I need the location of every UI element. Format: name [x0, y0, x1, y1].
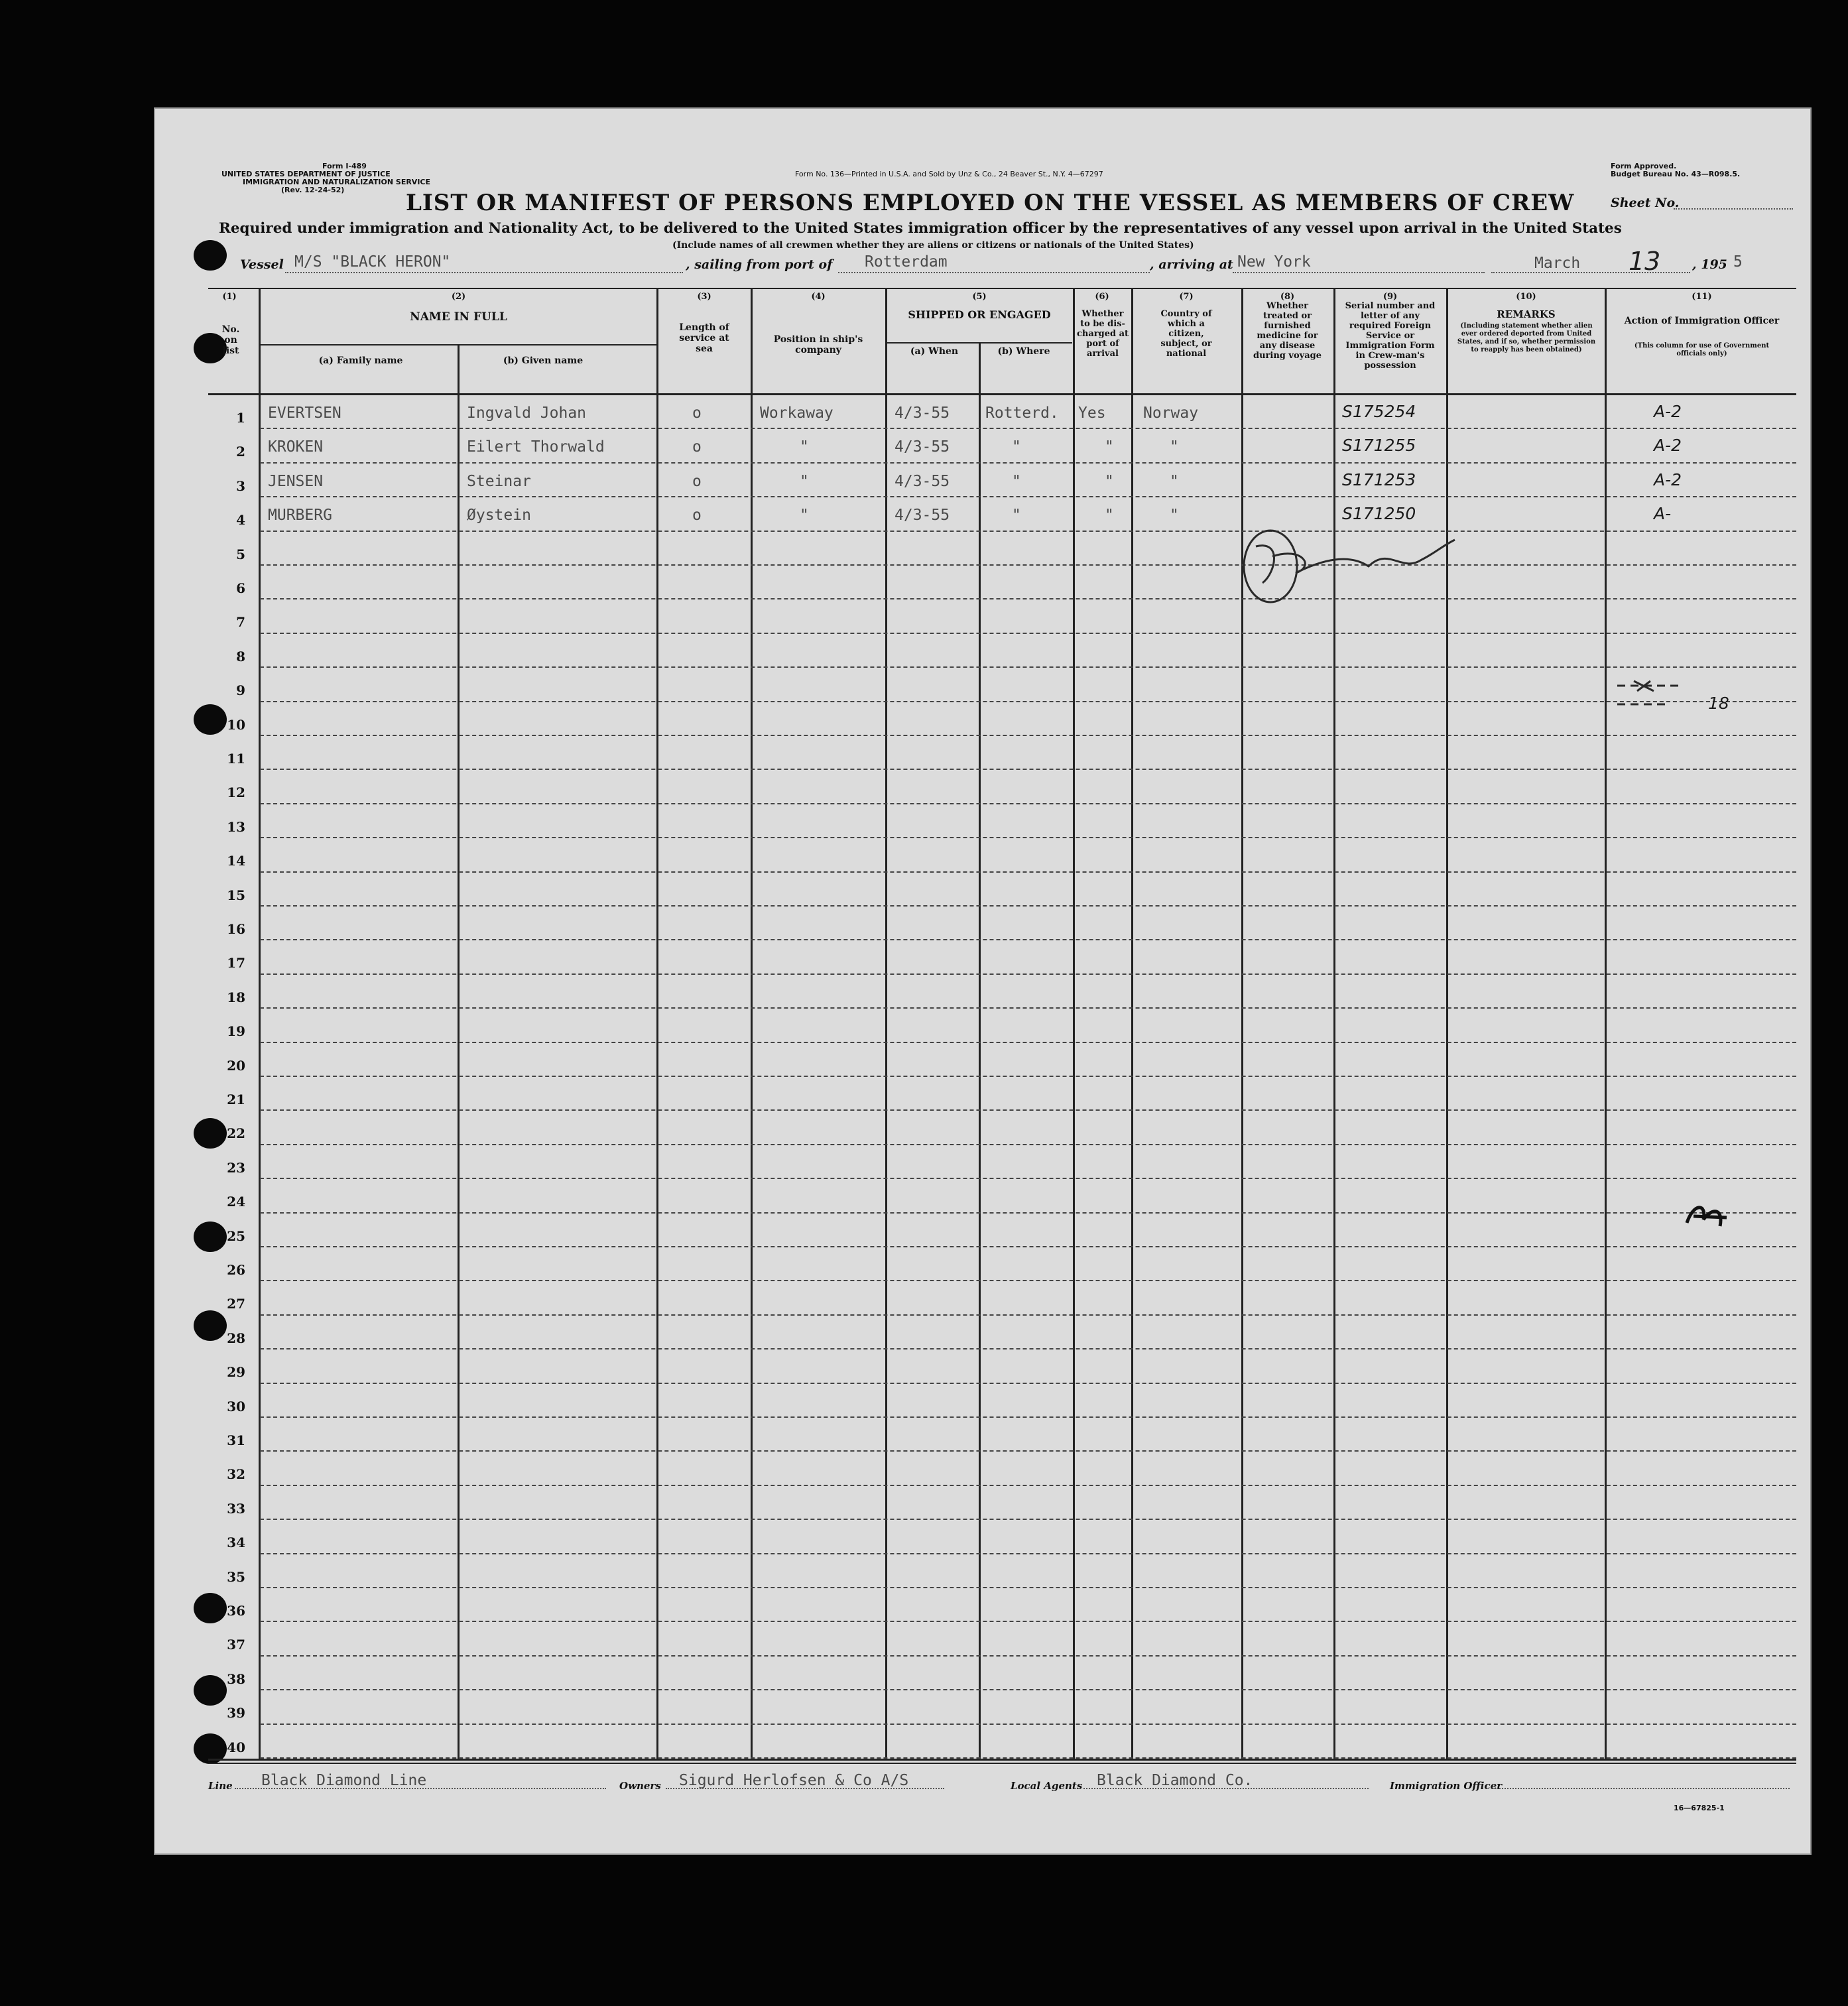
immigration-action-cell[interactable]: A- [1654, 504, 1672, 524]
col2-num: (2) [451, 292, 466, 302]
col-divider [1073, 288, 1075, 1761]
row-number: 19 [227, 1023, 245, 1040]
row-rule [260, 1587, 1796, 1588]
table-top-border [208, 288, 1796, 289]
col-divider [1446, 288, 1448, 1761]
col-divider [1241, 288, 1243, 1761]
row-rule [260, 1655, 1796, 1657]
row-number: 30 [227, 1398, 245, 1414]
serial-cell[interactable]: S171255 [1342, 436, 1416, 456]
col1-num: (1) [222, 292, 237, 302]
col5b-header: (b) Where [997, 346, 1050, 357]
shipped-when-cell[interactable]: 4/3-55 [894, 438, 950, 456]
port-from[interactable]: Rotterdam [865, 253, 948, 271]
given-name-cell[interactable]: Steinar [467, 472, 531, 490]
row-number: 18 [227, 989, 245, 1005]
col6-num: (6) [1095, 292, 1109, 302]
immigration-action-cell[interactable]: A-2 [1654, 436, 1682, 456]
row-rule [260, 633, 1796, 634]
service-cell[interactable]: o [692, 472, 702, 490]
port-from-dotline [838, 272, 1150, 273]
col-divider [885, 288, 887, 1761]
family-name-cell[interactable]: MURBERG [268, 507, 332, 525]
col5-header: SHIPPED OR ENGAGED [908, 308, 1051, 321]
row-number: 36 [227, 1603, 245, 1619]
table-bottom-border-2 [208, 1763, 1796, 1764]
country-cell[interactable]: " [1170, 507, 1179, 525]
col10-header: REMARKS [1497, 308, 1556, 320]
position-cell[interactable]: " [800, 438, 809, 456]
given-name-cell[interactable]: Øystein [467, 507, 531, 525]
officer-label: Immigration Officer [1390, 1780, 1503, 1792]
row9-action-mark: 18 [1708, 694, 1729, 713]
vessel-label: Vessel [240, 257, 284, 272]
row-number: 28 [227, 1330, 245, 1346]
col10-note: (Including statement whether alien ever ordered deported from United States, and if so, whether permission to reapply has been obtained) [1457, 322, 1596, 353]
row-number: 27 [227, 1296, 245, 1312]
row-number: 22 [227, 1125, 245, 1142]
row-number: 8 [236, 648, 245, 664]
row-rule [260, 1416, 1796, 1418]
row-rule [260, 1212, 1796, 1214]
row-rule [260, 1621, 1796, 1622]
position-cell[interactable]: Workaway [760, 405, 833, 422]
row-rule [260, 1144, 1796, 1145]
col-divider [1605, 288, 1607, 1761]
serial-cell[interactable]: S175254 [1342, 402, 1416, 421]
row-number: 40 [227, 1739, 245, 1755]
row-rule [260, 769, 1796, 770]
row-number: 26 [227, 1262, 245, 1278]
row-rule [260, 939, 1796, 940]
arrival-month[interactable]: March [1534, 255, 1581, 272]
table-bottom-border [208, 1759, 1796, 1761]
row-rule [260, 428, 1796, 429]
row-number: 34 [227, 1535, 245, 1551]
position-cell[interactable]: " [800, 472, 809, 490]
vessel-dotline [285, 272, 683, 273]
printer-note: Form No. 136—Printed in U.S.A. and Sold by Unz & Co., 24 Beaver St., N.Y. 4—67297 [795, 170, 1103, 178]
row-number: 35 [227, 1568, 245, 1585]
col11-header: Action of Immigration Officer [1624, 316, 1780, 326]
row-rule [260, 973, 1796, 975]
discharged-cell[interactable]: " [1105, 507, 1114, 525]
row-rule [260, 1348, 1796, 1349]
col2-header: NAME IN FULL [410, 310, 507, 324]
col2a-header: (a) Family name [318, 355, 403, 366]
col-divider [751, 288, 753, 1761]
col6-header: Whether to be dis-charged at port of arrival [1076, 309, 1129, 359]
vessel-name[interactable]: M/S "BLACK HERON" [294, 253, 451, 271]
col-divider [979, 342, 981, 1761]
col11-num: (11) [1692, 292, 1712, 302]
discharged-cell[interactable]: " [1105, 472, 1114, 490]
row-rule [260, 1757, 1796, 1759]
row-rule [260, 1450, 1796, 1452]
year-digit[interactable]: 5 [1733, 253, 1743, 271]
row-rule [260, 1553, 1796, 1554]
footer-code: 16—67825-1 [1674, 1804, 1725, 1812]
col8-num: (8) [1280, 292, 1295, 302]
approval-2: Budget Bureau No. 43—R098.5. [1611, 170, 1741, 178]
position-cell[interactable]: " [800, 507, 809, 525]
col11-note: (This column for use of Government officials only) [1634, 342, 1770, 357]
given-name-cell[interactable]: Ingvald Johan [467, 405, 587, 422]
row-rule [260, 1383, 1796, 1384]
row-rule [260, 735, 1796, 736]
approval-1: Form Approved. [1611, 162, 1677, 170]
col9-header: Serial number and letter of any required Foreign Service or Immigration Form in Crew-man's possession [1345, 301, 1436, 371]
row-number: 7 [236, 614, 245, 631]
col9-num: (9) [1383, 292, 1398, 302]
row-number: 3 [236, 477, 245, 494]
sailing-label: , sailing from port of [686, 257, 833, 272]
row-rule [260, 1280, 1796, 1281]
line-value[interactable]: Black Diamond Line [261, 1772, 427, 1789]
family-name-cell[interactable]: KROKEN [268, 438, 324, 456]
row-number: 25 [227, 1227, 245, 1244]
agents-dotline [1083, 1788, 1369, 1789]
shipped-where-cell[interactable]: " [1012, 438, 1021, 456]
line-dotline [235, 1788, 606, 1789]
date-dotline [1491, 272, 1690, 273]
col4-num: (4) [811, 292, 826, 302]
shipped-where-cell[interactable]: Rotterd. [985, 405, 1059, 422]
col1-header: No. on list [221, 324, 240, 356]
country-cell[interactable]: Norway [1143, 405, 1199, 422]
arriving-label: , arriving at [1150, 257, 1233, 272]
row9-mark [1614, 678, 1694, 711]
note: (Include names of all crewmen whether they are aliens or citizens or nationals of the United States) [672, 240, 1194, 251]
discharged-cell[interactable]: Yes [1078, 405, 1106, 422]
col10-num: (10) [1516, 292, 1536, 302]
manifest-sheet [154, 107, 1812, 1855]
row-number: 2 [236, 444, 245, 460]
col-divider [458, 344, 460, 1761]
row-number: 37 [227, 1637, 245, 1653]
row-number: 4 [236, 512, 245, 529]
signature-stamp [1216, 520, 1587, 613]
row-number: 15 [227, 887, 245, 903]
col-divider [1333, 288, 1335, 1761]
shipped-when-cell[interactable]: 4/3-55 [894, 507, 950, 525]
row-number: 20 [227, 1057, 245, 1074]
country-cell[interactable]: " [1170, 438, 1179, 456]
row-number: 39 [227, 1705, 245, 1722]
row-number: 14 [227, 853, 245, 869]
family-name-cell[interactable]: EVERTSEN [268, 405, 341, 422]
service: IMMIGRATION AND NATURALIZATION SERVICE [243, 178, 431, 186]
col4-header: Position in ship's company [773, 334, 863, 355]
row-number: 12 [227, 784, 245, 801]
header-bottom-border [208, 393, 1796, 395]
serial-cell[interactable]: S171250 [1342, 504, 1416, 524]
page-title: LIST OR MANIFEST OF PERSONS EMPLOYED ON THE VESSEL AS MEMBERS OF CREW [406, 190, 1575, 216]
row-number: 29 [227, 1364, 245, 1381]
shipped-where-cell[interactable]: " [1012, 507, 1021, 525]
col-divider [656, 288, 658, 1761]
agents-label: Local Agents [1011, 1780, 1083, 1792]
row-rule [260, 1007, 1796, 1009]
service-cell[interactable]: o [692, 507, 702, 525]
col7-num: (7) [1179, 292, 1194, 302]
row-number: 32 [227, 1466, 245, 1483]
row-rule [260, 905, 1796, 907]
row-number: 24 [227, 1194, 245, 1210]
row-rule [260, 837, 1796, 838]
service-cell[interactable]: o [692, 405, 702, 422]
row25-mark [1680, 1196, 1733, 1236]
port-to-dotline [1233, 272, 1485, 273]
row-number: 9 [236, 682, 245, 699]
immigration-action-cell[interactable]: A-2 [1654, 402, 1682, 421]
shipped-when-cell[interactable]: 4/3-55 [894, 405, 950, 422]
row-rule [260, 1109, 1796, 1111]
col5-num: (5) [972, 292, 987, 302]
line-label: Line [208, 1780, 233, 1792]
row-rule [260, 1689, 1796, 1690]
row-number: 23 [227, 1159, 245, 1176]
col3-num: (3) [697, 292, 711, 302]
owners-value[interactable]: Sigurd Herlofsen & Co A/S [679, 1772, 909, 1789]
col2b-header: (b) Given name [503, 355, 584, 366]
row-number: 6 [236, 580, 245, 596]
row-number: 21 [227, 1092, 245, 1107]
row-number: 10 [227, 716, 245, 733]
row-number: 38 [227, 1670, 245, 1687]
row-rule [260, 1519, 1796, 1520]
department: UNITED STATES DEPARTMENT OF JUSTICE [221, 170, 391, 178]
row-number: 17 [227, 955, 245, 972]
row-rule [260, 1485, 1796, 1486]
arrival-day[interactable]: 13 [1629, 247, 1661, 276]
country-cell[interactable]: " [1170, 472, 1179, 490]
row-rule [260, 871, 1796, 873]
col-divider [259, 288, 261, 1761]
row-rule [260, 462, 1796, 464]
shipped-when-cell[interactable]: 4/3-55 [894, 472, 950, 490]
sheet-label: Sheet No. [1611, 196, 1680, 210]
subtitle: Required under immigration and Nationality Act, to be delivered to the United States immigration officer by the representatives of any vessel upon arrival in the United States [219, 220, 1622, 237]
row-number: 33 [227, 1500, 245, 1517]
row-rule [260, 803, 1796, 804]
service-cell[interactable]: o [692, 438, 702, 456]
row-number: 13 [227, 818, 245, 835]
col8-header: Whether treated or furnished medicine for any disease during voyage [1253, 301, 1322, 361]
binder-hole [194, 240, 227, 271]
form-id: Form I-489 [322, 162, 367, 170]
row-number: 1 [236, 410, 245, 426]
revision: (Rev. 12-24-52) [281, 186, 345, 194]
row-rule [260, 1178, 1796, 1179]
given-name-cell[interactable]: Eilert Thorwald [467, 438, 605, 456]
col-divider [1131, 288, 1133, 1761]
row-rule [260, 701, 1796, 702]
sheet-field[interactable] [1674, 208, 1793, 210]
row-rule [260, 1246, 1796, 1247]
discharged-cell[interactable]: " [1105, 438, 1114, 456]
agents-value[interactable]: Black Diamond Co. [1097, 1772, 1253, 1789]
row-rule [260, 496, 1796, 497]
row-number: 16 [227, 921, 245, 937]
owners-dotline [666, 1788, 944, 1789]
port-to[interactable]: New York [1237, 253, 1311, 271]
year-prefix: , 195 [1692, 257, 1727, 272]
shipped-where-cell[interactable]: " [1012, 472, 1021, 490]
immigration-action-cell[interactable]: A-2 [1654, 470, 1682, 489]
officer-dotline [1495, 1788, 1790, 1789]
row-rule [260, 1314, 1796, 1316]
col3-header: Length of service at sea [679, 322, 729, 354]
row-number: 5 [236, 546, 245, 562]
row-rule [260, 1724, 1796, 1725]
serial-cell[interactable]: S171253 [1342, 470, 1416, 489]
row-number: 11 [227, 751, 245, 767]
col5a-header: (a) When [910, 346, 959, 357]
owners-label: Owners [619, 1780, 661, 1792]
row-rule [260, 666, 1796, 668]
row-rule [260, 1042, 1796, 1043]
family-name-cell[interactable]: JENSEN [268, 472, 324, 490]
row-number: 31 [227, 1432, 245, 1448]
row-rule [260, 1076, 1796, 1077]
col7-header: Country of which a citizen, subject, or national [1160, 309, 1212, 359]
